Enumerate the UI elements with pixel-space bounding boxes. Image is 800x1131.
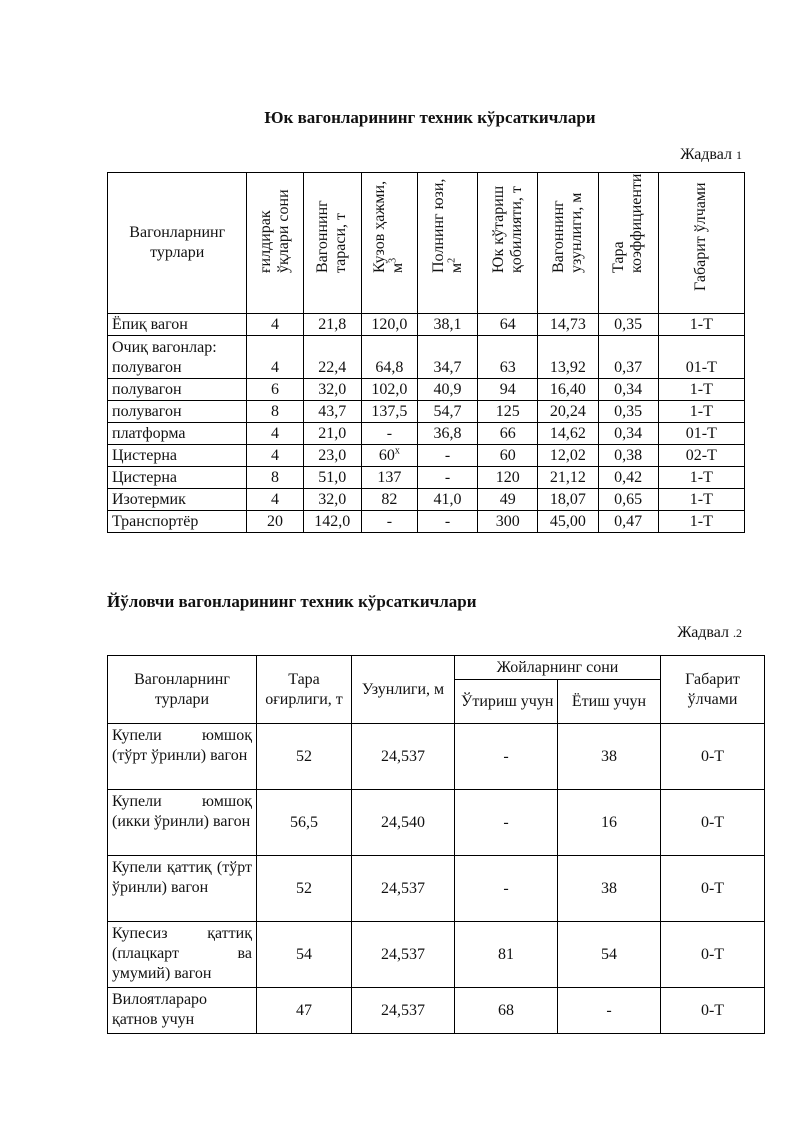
- cell-coef: 0,42: [598, 467, 658, 489]
- cell-length: 21,12: [538, 467, 598, 489]
- table1-title: Юк вагонларининг техник кўрсаткичлари: [264, 108, 596, 127]
- cell-wheels: 4: [247, 314, 303, 336]
- cell-volume: 137,5: [361, 401, 417, 423]
- cell-gauge: 1-Т: [658, 467, 744, 489]
- cell-volume: -: [361, 423, 417, 445]
- table1-header-wheels: ғилдирак ўқлари сони: [247, 173, 303, 314]
- row-name: Купесиз қаттиқ (плацкарт ва умумий) вагон: [108, 922, 257, 988]
- table2-header-type: Вагонларнинг турлари: [108, 656, 257, 724]
- cell-coef: 0,37: [598, 336, 658, 379]
- cell-volume: 137: [361, 467, 417, 489]
- cell-gauge: 0-Т: [661, 724, 765, 790]
- table-row: [108, 314, 745, 336]
- cell-gauge: 1-Т: [658, 489, 744, 511]
- cell-tare: 32,0: [303, 379, 361, 401]
- row-name: Транспортёр: [108, 511, 247, 533]
- cell-gauge: 1-Т: [658, 314, 744, 336]
- cell-tare: 142,0: [303, 511, 361, 533]
- cell-length: 18,07: [538, 489, 598, 511]
- cell-length: 24,537: [352, 856, 455, 922]
- cell-capacity: 94: [478, 379, 538, 401]
- cell-capacity: 66: [478, 423, 538, 445]
- cell-wheels: 4: [247, 336, 303, 379]
- cell-volume: 64,8: [361, 336, 417, 379]
- cell-capacity: 60: [478, 445, 538, 467]
- cell-coef: 0,34: [598, 423, 658, 445]
- table1-label-number: 1: [736, 148, 742, 162]
- cell-capacity: 49: [478, 489, 538, 511]
- row-name: Цистерна: [108, 467, 247, 489]
- table-row: [108, 724, 765, 790]
- cell-tare: 56,5: [257, 790, 352, 856]
- row-name: Вилоятлараро қатнов учун: [108, 988, 257, 1034]
- cell-wheels: 8: [247, 401, 303, 423]
- cell-floor: 36,8: [417, 423, 477, 445]
- table-row: [108, 856, 765, 922]
- row-name: полувагон: [108, 401, 247, 423]
- cell-tare: 43,7: [303, 401, 361, 423]
- cell-tare: 54: [257, 922, 352, 988]
- cell-floor: -: [417, 511, 477, 533]
- cell-lie: 38: [558, 856, 661, 922]
- table1-label: [680, 146, 742, 164]
- cell-sit: 68: [455, 988, 558, 1034]
- cell-coef: 0,47: [598, 511, 658, 533]
- cell-length: 24,537: [352, 922, 455, 988]
- cell-tare: 21,0: [303, 423, 361, 445]
- table-row: [108, 489, 745, 511]
- table-row: [108, 988, 765, 1034]
- cell-wheels: 4: [247, 445, 303, 467]
- table2-title: Йўловчи вагонларининг техник кўрсаткичлари: [107, 592, 477, 611]
- cell-gauge: 02-Т: [658, 445, 744, 467]
- cell-tare: 52: [257, 856, 352, 922]
- cell-capacity: 64: [478, 314, 538, 336]
- table-row: [108, 401, 745, 423]
- cell-gauge: 0-Т: [661, 922, 765, 988]
- row-name: полувагон: [108, 379, 247, 401]
- cell-lie: -: [558, 988, 661, 1034]
- table1-header-volume: Кузов ҳажми, $м^3$: [361, 173, 417, 314]
- cell-tare: 22,4: [303, 336, 361, 379]
- cell-tare: 52: [257, 724, 352, 790]
- cell-sit: 81: [455, 922, 558, 988]
- cell-capacity: 300: [478, 511, 538, 533]
- cell-tare: 23,0: [303, 445, 361, 467]
- cell-gauge: 0-Т: [661, 790, 765, 856]
- cell-volume: -: [361, 511, 417, 533]
- passenger-wagons-table: [107, 655, 765, 1034]
- table1-header-tare: Вагоннинг тараси, т: [303, 173, 361, 314]
- cell-gauge: 1-Т: [658, 511, 744, 533]
- table2-label: [677, 624, 742, 642]
- cell-length: 20,24: [538, 401, 598, 423]
- cell-volume: 102,0: [361, 379, 417, 401]
- cell-gauge: 1-Т: [658, 379, 744, 401]
- table1-header-coef: Тара коэффициенти: [598, 173, 658, 314]
- cell-wheels: 4: [247, 489, 303, 511]
- table-row: [108, 511, 745, 533]
- table2-header-gauge: Габарит ўлчами: [661, 656, 765, 724]
- cell-wheels: 6: [247, 379, 303, 401]
- cell-length: 24,537: [352, 988, 455, 1034]
- cell-tare: 51,0: [303, 467, 361, 489]
- cell-floor: 34,7: [417, 336, 477, 379]
- table2-header-row: [108, 656, 765, 680]
- cell-volume: 82: [361, 489, 417, 511]
- table-row: [108, 423, 745, 445]
- table-row: [108, 336, 745, 379]
- table-row: [108, 379, 745, 401]
- table1-header-row: [108, 173, 745, 314]
- cell-length: 14,62: [538, 423, 598, 445]
- table1-label-text: Жадвал: [680, 146, 732, 163]
- cell-coef: 0,35: [598, 401, 658, 423]
- table-row: [108, 467, 745, 489]
- cell-tare: 47: [257, 988, 352, 1034]
- cell-coef: 0,35: [598, 314, 658, 336]
- cell-length: 45,00: [538, 511, 598, 533]
- cell-tare: 32,0: [303, 489, 361, 511]
- row-name: Купели қаттиқ (тўрт ўринли) вагон: [108, 856, 257, 922]
- cell-length: 16,40: [538, 379, 598, 401]
- row-name: Цистерна: [108, 445, 247, 467]
- cell-capacity: 63: [478, 336, 538, 379]
- cell-capacity: 125: [478, 401, 538, 423]
- cell-lie: 16: [558, 790, 661, 856]
- cell-wheels: 20: [247, 511, 303, 533]
- table2-header-length: Узунлиги, м: [352, 656, 455, 724]
- cell-wheels: 4: [247, 423, 303, 445]
- row-name: Купели юмшоқ (тўрт ўринли) вагон: [108, 724, 257, 790]
- cell-lie: 54: [558, 922, 661, 988]
- cell-volume: 120,0: [361, 314, 417, 336]
- freight-wagons-table: [107, 172, 745, 533]
- cell-length: 13,92: [538, 336, 598, 379]
- cell-gauge: 0-Т: [661, 988, 765, 1034]
- table2-header-sit: Ўтириш учун: [455, 680, 558, 724]
- cell-capacity: 120: [478, 467, 538, 489]
- cell-lie: 38: [558, 724, 661, 790]
- cell-floor: 38,1: [417, 314, 477, 336]
- row-name: Очиқ вагонлар: полувагон: [108, 336, 247, 379]
- cell-coef: 0,38: [598, 445, 658, 467]
- table1-header-length: Вагоннинг узунлиги, м: [538, 173, 598, 314]
- row-name: Изотермик: [108, 489, 247, 511]
- cell-floor: 54,7: [417, 401, 477, 423]
- row-name: Ёпиқ вагон: [108, 314, 247, 336]
- cell-wheels: 8: [247, 467, 303, 489]
- cell-gauge: 01-Т: [658, 423, 744, 445]
- cell-gauge: 1-Т: [658, 401, 744, 423]
- table1-header-gauge: Габарит ўлчами: [658, 173, 744, 314]
- cell-length: 12,02: [538, 445, 598, 467]
- cell-floor: 40,9: [417, 379, 477, 401]
- table2-header-lie: Ётиш учун: [558, 680, 661, 724]
- table2-label-number: .2: [733, 626, 742, 640]
- table-row: [108, 790, 765, 856]
- cell-length: 24,537: [352, 724, 455, 790]
- cell-volume: $60^х$: [361, 445, 417, 467]
- table-row: [108, 445, 745, 467]
- table2-header-seats: Жойларнинг сони: [455, 656, 661, 680]
- table1-header-capacity: Юк кўтариш қобилияти, т: [478, 173, 538, 314]
- cell-floor: 41,0: [417, 489, 477, 511]
- row-name: Купели юмшоқ (икки ўринли) вагон: [108, 790, 257, 856]
- cell-floor: -: [417, 445, 477, 467]
- cell-tare: 21,8: [303, 314, 361, 336]
- table1-header-floor: Полнинг юзи, $м^2$: [417, 173, 477, 314]
- cell-coef: 0,65: [598, 489, 658, 511]
- cell-length: 14,73: [538, 314, 598, 336]
- table-row: [108, 922, 765, 988]
- cell-gauge: 01-Т: [658, 336, 744, 379]
- cell-length: 24,540: [352, 790, 455, 856]
- table2-label-text: Жадвал: [677, 624, 729, 641]
- table1-header-type: Вагонларнинг турлари: [108, 173, 247, 314]
- row-name: платформа: [108, 423, 247, 445]
- cell-sit: -: [455, 856, 558, 922]
- cell-gauge: 0-Т: [661, 856, 765, 922]
- cell-floor: -: [417, 467, 477, 489]
- cell-sit: -: [455, 724, 558, 790]
- cell-coef: 0,34: [598, 379, 658, 401]
- cell-sit: -: [455, 790, 558, 856]
- table2-header-tare: Тара оғирлиги, т: [257, 656, 352, 724]
